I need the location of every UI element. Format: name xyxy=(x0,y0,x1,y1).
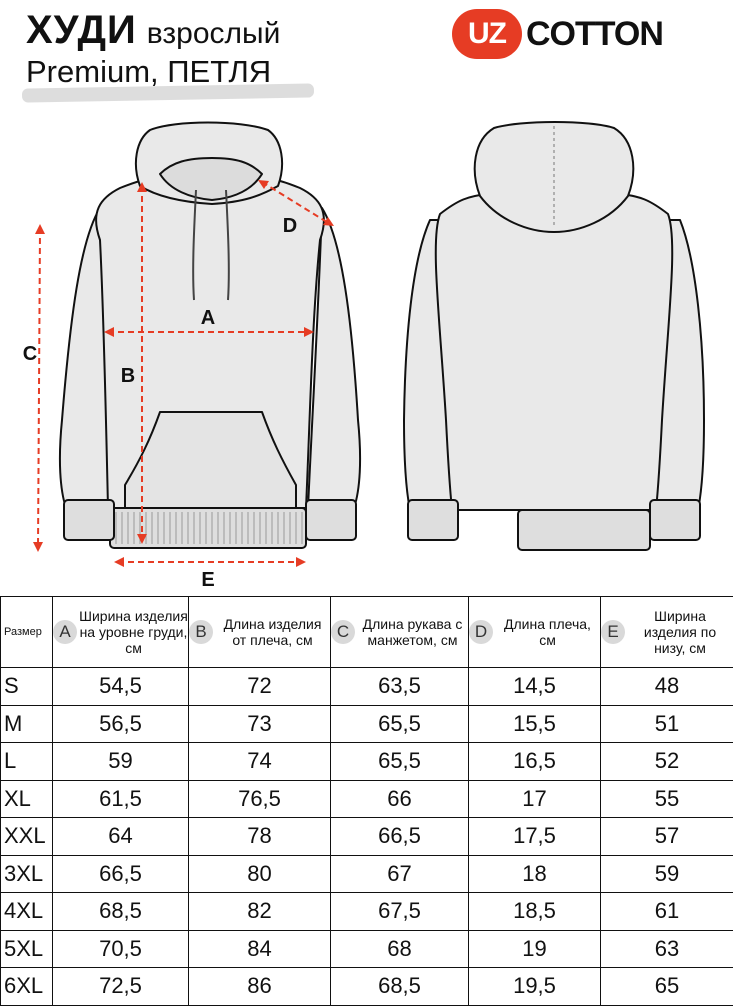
hoodie-front xyxy=(60,123,360,549)
column-label: Длина плеча, см xyxy=(495,616,600,648)
measurement-cell: 65,5 xyxy=(331,743,469,781)
measurement-cell: 72,5 xyxy=(53,968,189,1006)
table-body xyxy=(1,668,733,1006)
measurement-cell: 73 xyxy=(189,705,331,743)
size-cell: L xyxy=(1,743,53,781)
measurement-cell: 61 xyxy=(601,893,733,931)
measurement-cell: 19,5 xyxy=(469,968,601,1006)
title-main xyxy=(26,6,280,58)
column-letter-badge: D xyxy=(469,620,493,644)
measurement-cell: 18 xyxy=(469,855,601,893)
measurement-cell: 15,5 xyxy=(469,705,601,743)
table-row xyxy=(1,893,733,931)
label-b: B xyxy=(121,365,135,387)
measurement-cell: 61,5 xyxy=(53,780,189,818)
measurement-cell: 68 xyxy=(331,930,469,968)
measurement-cell: 84 xyxy=(189,930,331,968)
table-row xyxy=(1,743,733,781)
table-row xyxy=(1,968,733,1006)
logo-text: COTTON xyxy=(526,15,663,54)
measurement-cell: 52 xyxy=(601,743,733,781)
column-letter-badge: B xyxy=(189,620,213,644)
measurement-cell: 66,5 xyxy=(331,818,469,856)
measurement-cell: 76,5 xyxy=(189,780,331,818)
size-cell: S xyxy=(1,668,53,706)
measurement-cell: 57 xyxy=(601,818,733,856)
size-cell: 6XL xyxy=(1,968,53,1006)
table-row xyxy=(1,705,733,743)
table-row xyxy=(1,855,733,893)
column-label: Ширина изделия на уровне груди, см xyxy=(79,608,188,656)
size-table-wrapper xyxy=(0,596,733,1006)
label-c: C xyxy=(23,343,37,365)
measurement-cell: 65 xyxy=(601,968,733,1006)
measurement-cell: 67,5 xyxy=(331,893,469,931)
brand-logo xyxy=(452,8,663,60)
label-a: A xyxy=(201,307,215,329)
measurement-cell: 74 xyxy=(189,743,331,781)
measurement-cell: 18,5 xyxy=(469,893,601,931)
column-letter-badge: C xyxy=(331,620,355,644)
size-cell: 4XL xyxy=(1,893,53,931)
size-cell: M xyxy=(1,705,53,743)
table-row xyxy=(1,668,733,706)
measurement-cell: 72 xyxy=(189,668,331,706)
column-label: Длина изделия от плеча, см xyxy=(215,616,330,648)
measurement-cell: 64 xyxy=(53,818,189,856)
logo-badge: UZ xyxy=(452,9,522,59)
measurement-cell: 17,5 xyxy=(469,818,601,856)
size-cell: XXL xyxy=(1,818,53,856)
measurement-cell: 56,5 xyxy=(53,705,189,743)
title-line2: Premium, ПЕТЛЯ xyxy=(26,52,271,92)
measurement-cell: 66 xyxy=(331,780,469,818)
measurement-cell: 14,5 xyxy=(469,668,601,706)
measurement-cell: 65,5 xyxy=(331,705,469,743)
measurement-cell: 17 xyxy=(469,780,601,818)
hoodie-diagram xyxy=(0,120,733,590)
table-row xyxy=(1,930,733,968)
table-header-row xyxy=(1,597,733,668)
column-header-e xyxy=(601,597,733,668)
measurement-cell: 55 xyxy=(601,780,733,818)
measurement-cell: 78 xyxy=(189,818,331,856)
measurement-cell: 19 xyxy=(469,930,601,968)
measurement-cell: 68,5 xyxy=(53,893,189,931)
column-letter-badge: A xyxy=(53,620,77,644)
measurement-cell: 16,5 xyxy=(469,743,601,781)
size-cell: 5XL xyxy=(1,930,53,968)
column-header-c xyxy=(331,597,469,668)
title-bold: ХУДИ xyxy=(26,8,137,52)
column-header-b xyxy=(189,597,331,668)
size-table xyxy=(0,596,733,1006)
measurement-cell: 51 xyxy=(601,705,733,743)
column-header-a xyxy=(53,597,189,668)
measurement-cell: 70,5 xyxy=(53,930,189,968)
measurement-cell: 80 xyxy=(189,855,331,893)
size-cell: XL xyxy=(1,780,53,818)
table-row xyxy=(1,780,733,818)
size-column-header: Размер xyxy=(1,597,53,668)
title-light: взрослый xyxy=(147,17,281,50)
column-letter-badge: E xyxy=(601,620,625,644)
measurement-cell: 63 xyxy=(601,930,733,968)
measurement-cell: 67 xyxy=(331,855,469,893)
measurement-cell: 48 xyxy=(601,668,733,706)
measurement-cell: 68,5 xyxy=(331,968,469,1006)
label-d: D xyxy=(283,215,297,237)
column-label: Длина рукава с манжетом, см xyxy=(357,616,468,648)
measurement-cell: 59 xyxy=(601,855,733,893)
measurement-cell: 66,5 xyxy=(53,855,189,893)
column-label: Ширина изделия по низу, см xyxy=(627,608,733,656)
measurement-cell: 86 xyxy=(189,968,331,1006)
table-row xyxy=(1,818,733,856)
measurement-cell: 82 xyxy=(189,893,331,931)
size-cell: 3XL xyxy=(1,855,53,893)
column-header-d xyxy=(469,597,601,668)
measurement-cell: 54,5 xyxy=(53,668,189,706)
measurement-cell: 59 xyxy=(53,743,189,781)
label-e: E xyxy=(201,569,214,590)
measurement-cell: 63,5 xyxy=(331,668,469,706)
